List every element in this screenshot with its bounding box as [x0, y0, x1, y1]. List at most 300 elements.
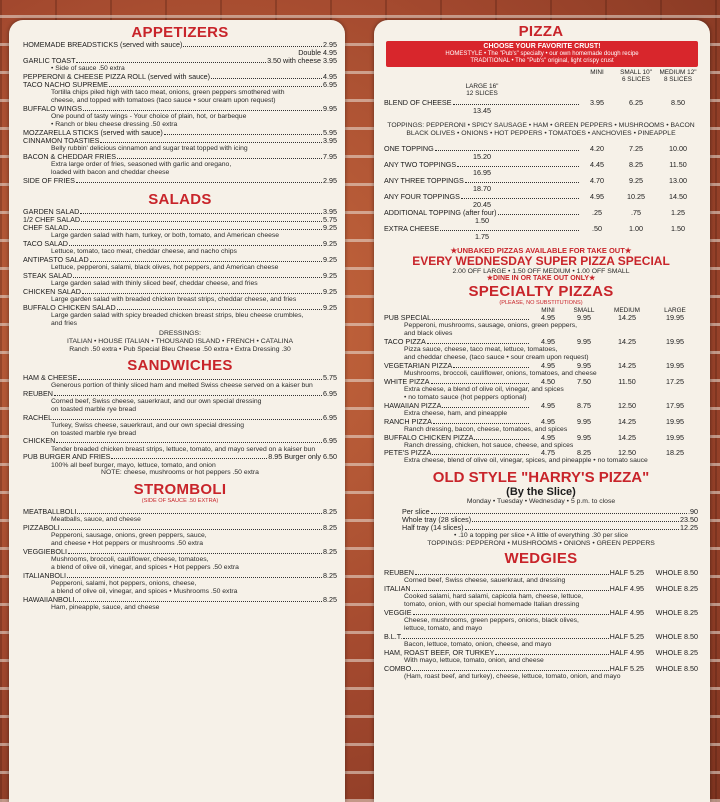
- name-cell: [384, 378, 530, 386]
- item-price: 2.95: [323, 40, 337, 49]
- unbaked-note: ★UNBAKED PIZZAS AVAILABLE FOR TAKE OUT★: [450, 245, 632, 255]
- specialty-row: [384, 338, 698, 346]
- size-large-slices: 12 SLICES: [466, 90, 498, 97]
- whole-price: WHOLE 8.25: [655, 584, 698, 594]
- dot-leader: [427, 338, 529, 344]
- menu-item-row: [23, 548, 337, 556]
- item-name: Per slice: [402, 507, 430, 517]
- menu-item-row: [23, 240, 337, 248]
- pizza-price-row: [384, 225, 698, 241]
- price: 4.95: [541, 416, 555, 426]
- item-name: ANTIPASTO SALAD: [23, 255, 89, 265]
- item-name: BUFFALO WINGS: [23, 104, 83, 114]
- dot-leader: [412, 665, 608, 671]
- size-medium: MEDIUM 12": [659, 69, 697, 76]
- wedgie-row: [384, 609, 698, 617]
- item-price: Double 4.95: [298, 48, 337, 58]
- price: 14.25: [618, 432, 636, 442]
- item-price: 9.25: [323, 287, 337, 297]
- size-mini: MINI: [590, 69, 604, 76]
- name-cell: [384, 434, 530, 442]
- item-name: HAWAIIANBOLI: [23, 595, 75, 604]
- item-price: 12.25: [680, 523, 698, 533]
- salads-list: [23, 208, 337, 328]
- sandwiches-list: [23, 374, 337, 470]
- menu-item-row: [23, 572, 337, 580]
- by-the-slice: (By the Slice): [506, 486, 576, 499]
- name-cell: [384, 338, 530, 346]
- dot-leader: [465, 524, 679, 530]
- item-description: Ham, pineapple, sauce, and cheese: [51, 604, 160, 612]
- price: 4.95: [541, 361, 555, 371]
- sandwiches-note: NOTE: cheese, mushrooms or hot peppers .50 extra: [101, 469, 259, 477]
- item-name: PEPPERONI & CHEESE PIZZA ROLL (served with sauce): [23, 72, 211, 82]
- dot-leader: [412, 585, 609, 591]
- item-name: BUFFALO CHICKEN SALAD: [23, 303, 116, 313]
- dressings-list: ITALIAN • HOUSE ITALIAN • THOUSAND ISLAND • FRENCH • CATALINA: [66, 338, 294, 346]
- dot-leader: [495, 649, 608, 655]
- toppings-line-1: TOPPINGS: PEPPERONI • SPICY SAUSAGE • HAM • GREEN PEPPERS • MUSHROOMS • BACON: [387, 122, 695, 129]
- item-description: Belly rubbin' delicious cinnamon and sugar treat topped with icing: [51, 145, 248, 153]
- item-name: PETE'S PIZZA: [384, 448, 432, 458]
- price: 14.25: [618, 337, 636, 347]
- specialty-subtitle: (PLEASE, NO SUBSTITUTIONS): [499, 300, 583, 307]
- item-name: TACO SALAD: [23, 239, 68, 249]
- item-name: Whole tray (28 slices): [402, 515, 472, 525]
- item-name: MEATBALLBOLI: [23, 507, 77, 517]
- item-description: Corned beef, Swiss cheese, sauerkraut, and dressing: [404, 577, 566, 585]
- price: 19.95: [666, 416, 684, 426]
- item-description: Pepperoni, salami, hot peppers, onions, cheese,: [51, 580, 197, 588]
- dot-leader: [82, 288, 322, 294]
- item-name: ANY FOUR TOPPINGS: [384, 191, 460, 201]
- dot-leader: [76, 57, 266, 63]
- item-description: on toasted marble rye bread: [51, 405, 137, 413]
- item-price: 9.25: [323, 303, 337, 313]
- item-name: SIDE OF FRIES: [23, 176, 75, 186]
- pizza-price-row: [384, 209, 698, 225]
- menu-item-row: [23, 177, 337, 185]
- appetizers-heading: APPETIZERS: [131, 24, 229, 41]
- menu-item-row: [23, 137, 337, 145]
- item-price: 2.95: [323, 176, 337, 186]
- price: 19.95: [666, 313, 684, 323]
- name-cell: [384, 609, 610, 617]
- price: 4.95: [541, 432, 555, 442]
- item-description: and black olives: [404, 330, 453, 338]
- item-name: RACHEL: [23, 412, 53, 422]
- item-name: CHICKEN: [23, 436, 56, 446]
- dot-leader: [117, 304, 322, 310]
- dot-leader: [432, 449, 529, 455]
- item-price: 9.25: [323, 239, 337, 249]
- half-price: HALF 5.25: [609, 568, 644, 578]
- name-cell: [384, 418, 530, 426]
- item-description: Mushrooms, broccoli, cauliflower, cheese, tomatoes,: [51, 556, 209, 564]
- item-description: (Ham, roast beef, and turkey), cheese, lettuce, tomato, onion, and mayo: [404, 672, 621, 680]
- item-description: Tortilla chips piled high with taco meat, onions, green peppers smothered with: [51, 89, 285, 97]
- dot-leader: [109, 81, 322, 87]
- right-menu-panel: [374, 20, 710, 802]
- menu-item-row: [23, 216, 337, 224]
- size-medium: MEDIUM: [614, 307, 640, 315]
- price: 14.25: [618, 313, 636, 323]
- item-name: CHEF SALAD: [23, 223, 69, 233]
- item-name: CINNAMON TOASTIES: [23, 136, 100, 146]
- whole-price: WHOLE 8.25: [655, 647, 698, 657]
- item-description: Large garden salad with thinly sliced beef, cheddar cheese, and fries: [51, 280, 258, 288]
- blend-of-cheese-row: [384, 99, 698, 115]
- whole-price: WHOLE 8.50: [655, 568, 698, 578]
- item-description: Turkey, Swiss cheese, sauerkraut, and our own special dressing: [51, 421, 245, 429]
- dot-leader: [440, 225, 579, 231]
- item-price: 5.75: [323, 372, 337, 382]
- dot-leader: [465, 177, 579, 183]
- price: 19.95: [666, 432, 684, 442]
- dot-leader: [183, 41, 322, 47]
- dot-leader: [54, 390, 322, 396]
- item-price: 5.95: [323, 128, 337, 138]
- item-price: 9.25: [323, 271, 337, 281]
- item-name: ITALIAN: [384, 584, 411, 594]
- whole-price: WHOLE 8.25: [655, 607, 698, 617]
- pizza-price-table: [384, 145, 698, 241]
- price: 4.95: [541, 400, 555, 410]
- item-price: 6.95: [323, 388, 337, 398]
- item-description: With mayo, lettuce, tomato, onion, and cheese: [404, 656, 544, 664]
- dot-leader: [67, 572, 322, 578]
- pizza-heading: PIZZA: [518, 23, 564, 40]
- item-description: Cheese, mushrooms, green peppers, onions, black olives,: [404, 617, 579, 625]
- name-cell: [384, 402, 530, 410]
- special-dine-note: ★DINE IN OR TAKE OUT ONLY★: [486, 275, 596, 283]
- dot-leader: [53, 414, 322, 420]
- dot-leader: [100, 137, 322, 143]
- price: 19.95: [666, 361, 684, 371]
- dot-leader: [432, 314, 529, 320]
- price: 17.95: [666, 400, 684, 410]
- dot-leader: [442, 402, 529, 408]
- item-price: 3.95: [323, 136, 337, 146]
- item-name: BUFFALO CHICKEN PIZZA: [384, 432, 474, 442]
- price: 16.95: [473, 167, 491, 177]
- item-price: 4.95: [323, 72, 337, 82]
- appetizers-list: [23, 41, 337, 185]
- specialty-heading: SPECIALTY PIZZAS: [468, 283, 614, 301]
- wedgie-row: [384, 665, 698, 673]
- menu-item-row: [23, 81, 337, 89]
- name-cell: [384, 314, 530, 322]
- item-description: Tender breaded chicken breast strips, lettuce, tomato, and mayo served on a kaiser bun: [51, 445, 316, 453]
- item-description: Bacon, lettuce, tomato, onion, cheese, and mayo: [404, 640, 552, 648]
- pizza-size-header: [384, 69, 698, 97]
- specialty-row: [384, 362, 698, 370]
- item-price: 9.95: [323, 104, 337, 114]
- dot-leader: [69, 224, 322, 230]
- item-name: PIZZABOLI: [23, 523, 60, 533]
- price: 8.50: [671, 98, 685, 107]
- specialty-row: [384, 314, 698, 322]
- item-description: Lettuce, pepperoni, salami, black olives, hot peppers, and American cheese: [51, 264, 279, 272]
- item-name: VEGETARIAN PIZZA: [384, 361, 453, 371]
- item-description: Corned beef, Swiss cheese, sauerkraut, and our own special dressing: [51, 397, 262, 405]
- name-cell: [384, 649, 610, 657]
- size-small: SMALL 10": [620, 69, 652, 76]
- special-prices: 2.00 OFF LARGE • 1.50 OFF MEDIUM • 1.00 OFF SMALL: [452, 267, 630, 275]
- whole-price: WHOLE 8.50: [655, 663, 698, 673]
- size-small: SMALL: [573, 307, 595, 315]
- item-description: tomato, onion, with our special homemade Italian dressing: [404, 601, 580, 609]
- menu-item-row: [23, 288, 337, 296]
- item-description: Large garden salad with spicy breaded chicken breast strips, bleu cheese crumbles,: [51, 312, 304, 320]
- price: 4.95: [590, 191, 604, 201]
- harrys-topping-note: • .10 a topping per slice • A little of everything .30 per slice: [453, 532, 629, 540]
- price: 18.70: [473, 183, 491, 193]
- price: 9.25: [629, 175, 643, 185]
- specialty-row: [384, 418, 698, 426]
- menu-item-row: [23, 414, 337, 422]
- price: 14.25: [618, 361, 636, 371]
- item-name: BLEND OF CHEESE: [384, 98, 452, 107]
- dot-leader: [117, 153, 322, 159]
- half-price: HALF 5.25: [609, 631, 644, 641]
- item-name: B.L.T.: [384, 631, 403, 641]
- dressings-label: DRESSINGS:: [159, 330, 201, 338]
- dot-leader: [80, 208, 322, 214]
- item-name: TACO NACHO SUPREME: [23, 80, 108, 90]
- item-description: lettuce, tomato, and mayo: [404, 624, 483, 632]
- item-description: and cheese • Hot peppers or mushrooms .50 extra: [51, 540, 203, 548]
- half-price: HALF 5.25: [609, 663, 644, 673]
- menu-item-row: [23, 508, 337, 516]
- price: .75: [631, 207, 641, 217]
- left-menu-panel: [9, 20, 345, 802]
- item-description: Extra large order of fries, seasoned with garlic and oregano,: [51, 161, 232, 169]
- item-price: 3.50 with cheese 3.95: [267, 56, 337, 66]
- item-price: 8.25: [323, 523, 337, 533]
- dot-leader: [77, 508, 322, 514]
- wedgies-heading: WEDGIES: [504, 550, 578, 568]
- toppings-line-2: BLACK OLIVES • ONIONS • HOT PEPPERS • TOMATOES • ANCHOVIES • PINEAPPLE: [406, 129, 676, 137]
- dot-leader: [472, 516, 679, 522]
- menu-item-row: [23, 153, 337, 161]
- price: 8.75: [577, 400, 591, 410]
- price: 9.95: [577, 432, 591, 442]
- menu-item-row: [23, 224, 337, 232]
- dot-leader: [81, 216, 322, 222]
- item-name: EXTRA CHEESE: [384, 223, 440, 233]
- size-large: LARGE: [664, 307, 686, 315]
- dot-leader: [111, 453, 267, 459]
- item-description: Cooked salami, hard salami, capicola ham, cheese, lettuce,: [404, 593, 584, 601]
- price: 10.25: [627, 191, 645, 201]
- item-price: .90: [688, 507, 698, 517]
- price: 10.00: [669, 143, 687, 153]
- dot-leader: [78, 374, 322, 380]
- item-price: 8.25: [323, 507, 337, 517]
- specialty-row: [384, 402, 698, 410]
- dot-leader: [474, 434, 529, 440]
- item-description: on toasted marble rye bread: [51, 429, 137, 437]
- menu-item-row: [23, 304, 337, 312]
- half-price: HALF 4.95: [609, 584, 644, 594]
- crust-homestyle: HOMESTYLE • The "Pub's" specialty • our own homemade dough recipe: [445, 51, 639, 57]
- item-description: a blend of olive oil, vinegar, and spices • Mushrooms .50 extra: [51, 588, 238, 596]
- item-description: Ranch dressing, bacon, cheese, tomatoes, and spices: [404, 425, 568, 433]
- item-name: MOZZARELLA STICKS (served with sauce): [23, 128, 163, 138]
- price: 17.25: [666, 376, 684, 386]
- wednesday-special: EVERY WEDNESDAY SUPER PIZZA SPECIAL: [412, 253, 670, 268]
- harrys-toppings: TOPPINGS: PEPPERONI • MUSHROOMS • ONIONS • GREEN PEPPERS: [427, 540, 655, 548]
- item-name: WHITE PIZZA: [384, 376, 430, 386]
- dressings-extra: Ranch .50 extra • Pub Special Bleu Cheese .50 extra • Extra Dressing .30: [69, 345, 291, 353]
- specialty-row: [384, 449, 698, 457]
- price: 9.95: [577, 313, 591, 323]
- menu-item-row: [23, 41, 337, 49]
- item-price: 8.25: [323, 595, 337, 604]
- item-description: a blend of olive oil, vinegar, and spices • Hot peppers .50 extra: [51, 564, 239, 572]
- price: 8.25: [577, 448, 591, 458]
- item-name: HAWAIIAN PIZZA: [384, 400, 442, 410]
- menu-item-row: [23, 272, 337, 280]
- menu-item-row: [23, 256, 337, 264]
- price: 12.50: [618, 448, 636, 458]
- item-description: Generous portion of thinly sliced ham and melted Swiss cheese served on a kaiser bun: [51, 381, 313, 389]
- half-price: HALF 4.95: [609, 607, 644, 617]
- size-mini: MINI: [541, 307, 555, 315]
- price: 4.70: [590, 175, 604, 185]
- price: 1.50: [671, 223, 685, 233]
- price: 7.25: [629, 143, 643, 153]
- size-small-slices: 6 SLICES: [621, 76, 651, 83]
- item-name: HAM & CHEESE: [23, 372, 78, 382]
- menu-item-row: [23, 57, 337, 65]
- pizza-price-row: [384, 193, 698, 209]
- price: 1.50: [475, 215, 489, 225]
- dot-leader: [433, 418, 529, 424]
- dot-leader: [431, 378, 529, 384]
- sandwiches-heading: SANDWICHES: [127, 356, 233, 374]
- half-price: HALF 4.95: [609, 647, 644, 657]
- item-description: • Side of sauce .50 extra: [51, 65, 125, 73]
- item-name: ADDITIONAL TOPPING (after four): [384, 207, 497, 217]
- item-price: 5.75: [323, 215, 337, 225]
- menu-item-row: [23, 390, 337, 398]
- price: 20.45: [473, 199, 491, 209]
- price: 11.50: [618, 376, 636, 386]
- price: 13.45: [473, 106, 491, 115]
- price: 6.25: [629, 98, 643, 107]
- price: 4.75: [541, 448, 555, 458]
- price: .50: [592, 223, 602, 233]
- price: 1.00: [629, 223, 643, 233]
- item-description: and cheddar cheese, (taco sauce • sour cream upon request): [404, 354, 589, 362]
- dot-leader: [76, 177, 322, 183]
- salads-heading: SALADS: [148, 191, 212, 209]
- item-name: TACO PIZZA: [384, 337, 426, 347]
- dot-leader: [498, 209, 580, 215]
- price: 9.95: [577, 361, 591, 371]
- item-price: 8.25: [323, 547, 337, 557]
- item-description: Extra cheese, a blend of olive oil, vinegar, and spices: [404, 385, 564, 393]
- name-cell: [384, 665, 610, 673]
- dot-leader: [461, 193, 579, 199]
- item-description: Ranch dressing, chicken, hot sauce, cheese, and spices: [404, 441, 574, 449]
- item-price: 9.25: [323, 223, 337, 233]
- harrys-days: Monday • Tuesday • Wednesday • 5 p.m. to close: [466, 498, 616, 506]
- dot-leader: [164, 129, 322, 135]
- item-name: ANY TWO TOPPINGS: [384, 159, 457, 169]
- item-price: 6.95: [323, 80, 337, 90]
- price: 11.50: [669, 159, 687, 169]
- price: 7.50: [577, 376, 591, 386]
- item-name: BACON & CHEDDAR FRIES: [23, 152, 117, 162]
- item-description: Pepperoni, sausage, onions, green peppers, sauce,: [51, 532, 207, 540]
- dot-leader: [90, 256, 322, 262]
- item-name: VEGGIEBOLI: [23, 547, 67, 557]
- dot-leader: [211, 73, 322, 79]
- harrys-list: [384, 508, 698, 532]
- price: 4.45: [590, 159, 604, 169]
- price: 15.20: [473, 151, 491, 161]
- dot-leader: [457, 161, 579, 167]
- price: 1.25: [671, 207, 685, 217]
- menu-item-row: [23, 524, 337, 532]
- harrys-heading: OLD STYLE "HARRY'S PIZZA": [432, 469, 650, 487]
- item-name: ITALIANBOLI: [23, 571, 67, 581]
- item-name: HAM, ROAST BEEF, OR TURKEY: [384, 647, 495, 657]
- dot-leader: [453, 362, 529, 368]
- item-name: Half tray (14 slices): [402, 523, 464, 533]
- item-description: Lettuce, tomato, taco meat, cheddar cheese, and nacho chips: [51, 248, 237, 256]
- item-name: STEAK SALAD: [23, 271, 73, 281]
- pizza-price-row: [384, 161, 698, 177]
- item-name: COMBO: [384, 663, 412, 673]
- menu-item-row: [23, 105, 337, 113]
- menu-item-row: [23, 374, 337, 382]
- name-cell: [384, 633, 610, 641]
- item-name: GARLIC TOAST: [23, 56, 76, 66]
- item-name: REUBEN: [384, 568, 414, 578]
- menu-item-row: [23, 453, 337, 461]
- dot-leader: [75, 596, 322, 602]
- price: 14.50: [669, 191, 687, 201]
- wedgie-row: [384, 569, 698, 577]
- price: 8.25: [629, 159, 643, 169]
- stromboli-subtitle: (SIDE OF SAUCE .50 EXTRA): [141, 498, 219, 505]
- dot-leader: [83, 105, 322, 111]
- price: 18.25: [666, 448, 684, 458]
- item-description: 100% all beef burger, mayo, lettuce, tomato, and onion: [51, 461, 216, 469]
- dot-leader: [413, 609, 609, 615]
- price: 13.00: [669, 175, 687, 185]
- wedgie-row: [384, 649, 698, 657]
- menu-item-row: [23, 437, 337, 445]
- item-name: PUB BURGER AND FRIES: [23, 452, 111, 462]
- price: 14.25: [618, 416, 636, 426]
- item-name: 1/2 CHEF SALAD: [23, 215, 81, 225]
- item-price: 6.95: [323, 436, 337, 446]
- dot-leader: [73, 272, 322, 278]
- item-name: CHICKEN SALAD: [23, 287, 81, 297]
- item-price: 9.25: [323, 255, 337, 265]
- price: 9.95: [577, 337, 591, 347]
- item-name: RANCH PIZZA: [384, 416, 432, 426]
- crust-banner: [386, 41, 698, 67]
- item-description: Pepperoni, mushrooms, sausage, onions, green peppers,: [404, 322, 578, 330]
- item-description: • no tomato sauce (hot peppers optional): [404, 393, 527, 401]
- specialty-row: [384, 434, 698, 442]
